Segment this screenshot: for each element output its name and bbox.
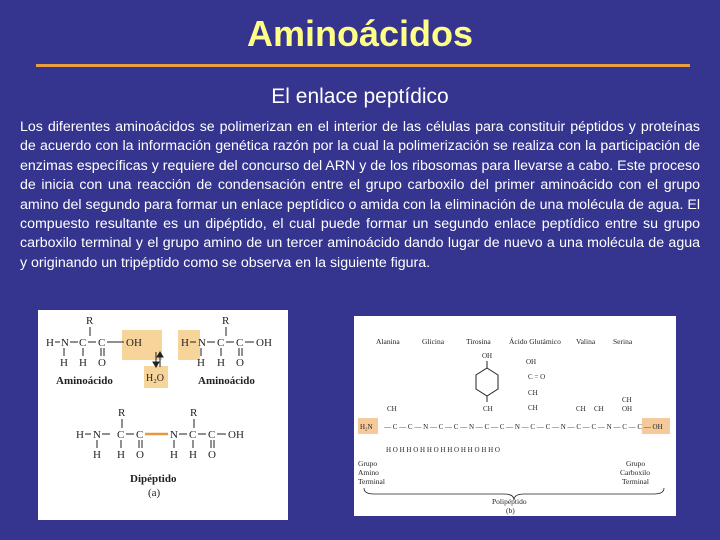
svg-text:H: H [189,449,197,461]
svg-text:OH: OH [622,405,633,413]
dipeptide-label: Dipéptido [130,473,177,485]
carboxyl-oh: OH [126,337,142,349]
panel-a-label: (a) [148,487,161,499]
amino-acid-names [376,336,633,346]
svg-text:R: R [190,407,198,419]
aa-name: Glicina [422,337,445,346]
polypeptide-label: Polipéptido [492,497,527,506]
svg-text:N: N [93,429,101,441]
aa-name: Alanina [376,337,400,346]
svg-text:CH: CH [576,405,586,413]
tyrosine-side-chain [476,352,498,402]
svg-text:C: C [236,337,244,349]
svg-text:O: O [136,449,144,461]
left-group-line: Amino [358,468,379,477]
right-group-line: Grupo [626,459,646,468]
aa-name: Tirosina [466,337,491,346]
svg-text:C: C [208,429,216,441]
svg-text:OH: OH [256,337,272,349]
slide-title: Aminoácidos [246,13,474,54]
right-amino-acid-structure [181,315,272,369]
svg-text:R: R [118,407,126,419]
svg-text:H: H [197,357,205,369]
svg-text:CH: CH [528,404,538,412]
svg-text:C: C [117,429,125,441]
left-group-line: Terminal [358,477,385,486]
svg-text:CH: CH [528,389,538,397]
figure-peptide-bond [38,310,288,520]
water-label: H₂O [146,373,164,384]
svg-text:OH: OH [526,358,537,366]
svg-text:N: N [170,429,178,441]
svg-text:H: H [170,449,178,461]
svg-text:C: C [136,429,144,441]
aa-name: Ácido Glutámico [509,337,561,346]
title-divider [36,64,690,67]
aa-name: Valina [576,337,596,346]
svg-text:CH: CH [594,405,604,413]
svg-text:H: H [79,357,87,369]
svg-text:H: H [46,337,54,349]
svg-text:OH: OH [228,429,244,441]
svg-text:H: H [93,449,101,461]
svg-text:H: H [76,429,84,441]
glutamic-side-chain [526,358,545,412]
svg-text:O: O [236,357,244,369]
svg-text:— C — C — N — C — C — N — C —: — C — C — N — C — C — N — C — C — N — C — C — N — C — C — N — C — C — OH [384,423,663,431]
right-group-line: Carboxilo [620,468,650,477]
aa-name: Serina [613,337,633,346]
right-amino-acid-label: Aminoácido [198,375,255,387]
dipeptide-structure [76,407,244,461]
svg-text:H₂N: H₂N [360,423,373,431]
svg-text:N: N [61,337,69,349]
svg-text:C: C [217,337,225,349]
left-amino-acid-structure [46,315,142,369]
svg-text:H: H [60,357,68,369]
svg-text:R: R [86,315,94,327]
body-paragraph: Los diferentes aminoácidos se polimerizan en el interior de las células para constituir péptidos y proteínas de acuerdo con la información genética razón por la cual la polimerización se realiza con la participación de enzimas específicas y requiere del concurso del ARN y de los ribosomas para llevarse a cabo. Este proceso de inicia con una reacción de condensación entre el grupo carboxilo del primer aminoácido con el grupo amino del segundo para formar un enlace peptídico o amida con la eliminación de una molécula de agua. El compuesto resultante es un dipéptido, el cual puede formar un segundo enlace peptídico entre su grupo carboxilo terminal y el grupo amino de un tercer aminoácido dando lugar de nuevo a una molécula de agua y originando un tripéptido como se observa en la siguiente figura. [20,119,700,271]
svg-text:C: C [189,429,197,441]
svg-text:C: C [79,337,87,349]
svg-text:N: N [198,337,206,349]
svg-text:CH: CH [483,405,493,413]
left-amino-acid-label: Aminoácido [56,375,113,387]
svg-text:OH: OH [482,352,493,360]
right-group-line: Terminal [622,477,649,486]
svg-text:R: R [222,315,230,327]
svg-text:CH: CH [622,396,632,404]
svg-text:O: O [208,449,216,461]
svg-text:CH: CH [387,405,397,413]
svg-text:C: C [98,337,106,349]
left-group-line: Grupo [358,459,378,468]
svg-text:H: H [217,357,225,369]
figure-polypeptide [354,316,676,516]
panel-b-label: (b) [506,506,515,515]
polypeptide-backbone [360,423,663,454]
svg-text:H: H [181,337,189,349]
svg-text:O: O [98,357,106,369]
side-chain-row [387,396,632,413]
svg-text:C = O: C = O [528,373,546,381]
slide-subtitle: El enlace peptídico [271,85,449,108]
svg-text:H: H [117,449,125,461]
svg-text:H O H H O H H O: H O H H O H H O H H O H H O H H O [386,446,500,454]
